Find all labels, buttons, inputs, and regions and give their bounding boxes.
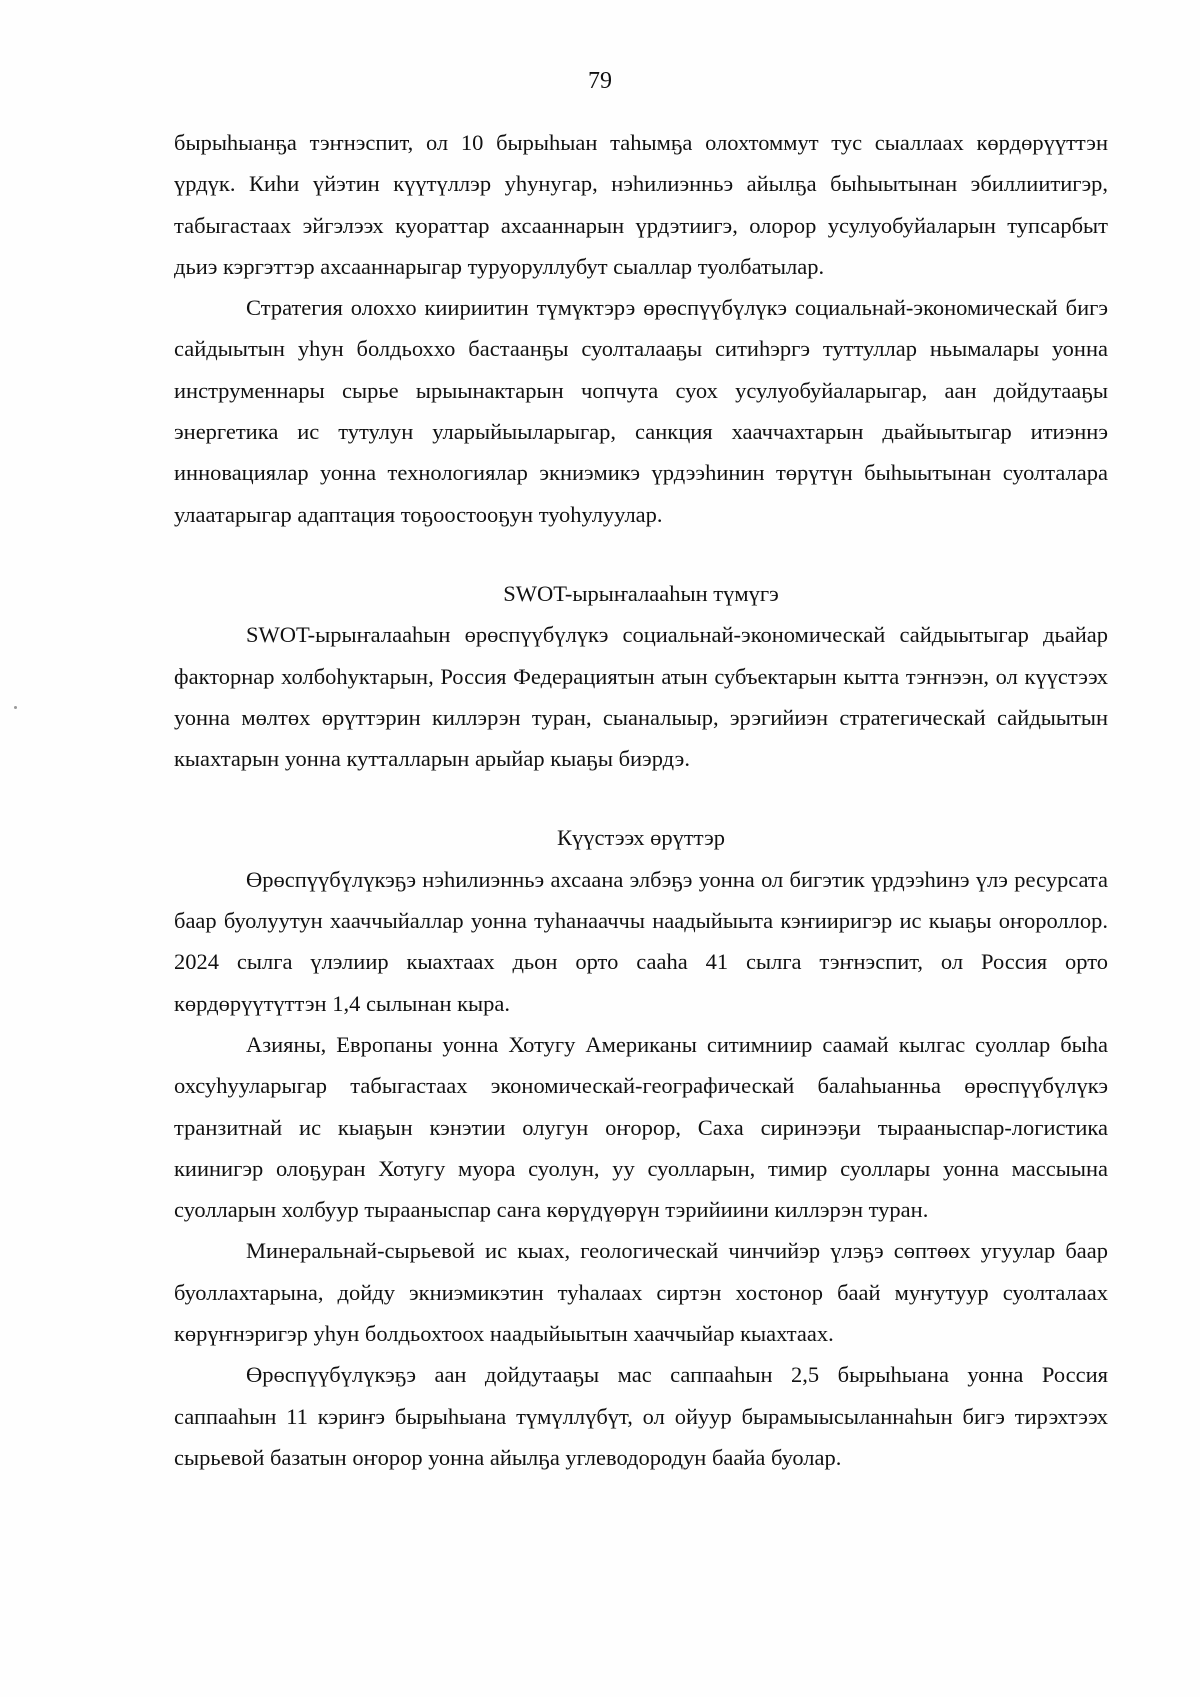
heading-swot: SWOT-ырыҥалааһын түмүгэ bbox=[503, 580, 779, 606]
paragraph-continued: бырыһыанҕа тэҥнэспит, ол 10 бырыһыан таһымҕа олохтоммут тус сыаллаах көрдөрүүттэн үрдүк. Киһи үйэтин күүтүллэр уһунугар, нэһилиэнньэ айылҕа быhыытынан эбиллиитигэр, табыгастаах эйгэлээх куораттар ахсааннарын үрдэтиигэ, олорор усулуобуйаларын тупсарбыт дьиэ кэргэттэр ахсааннарыгар туруоруллубут сыаллар туолбатылар. bbox=[174, 130, 1108, 279]
paragraph-swot: SWOT-ырыҥалааһын өрөспүүбүлүкэ социальнай-экономическай сайдыытыгар дьайар факторнар холбоһуктарын, Россия Федерациятын атын субъектарын кытта тэҥнээн, ол күүстээх уонна мөлтөх өрүттэрин киллэрэн туран, сыаналыыр, эрэгийиэн стратегическай сайдыытын кыахтарын уонна кутталларын арыйар кыаҕы биэрдэ. bbox=[174, 622, 1108, 772]
page-number: 79 bbox=[588, 68, 612, 94]
scan-mark bbox=[14, 706, 17, 709]
paragraph-strength-minerals: Минеральнай-сырьевой ис кыах, геологическай чинчийэр үлэҕэ сөптөөх угуулар баар буоллахтарына, дойду экниэмикэтин туһалаах сиртэн хостонор баай муҥутуур суолталаах көрүҥнэригэр уһун болдьохтоох наадыйыытын хааччыйар кыахтаах. bbox=[174, 1238, 1108, 1347]
paragraph-strategy: Стратегия олоххо киириитин түмүктэрэ өрөспүүбүлүкэ социальнай-экономическай бигэ сайдыытын уһун болдьоххо бастаанҕы суолталааҕы ситиһэргэ туттуллар ньымалары уонна инструменнары сырье ырыынактарын чопчута суох усулуобуйаларыгар, аан дойдутааҕы энергетика ис тутулун уларыйыыларыгар, санкция хааччахтарын дьайыытыгар итиэннэ инновациялар уонна технологиялар экниэмикэ үрдээһинин төрүтүн быhыытынан суолталара улаатарыгар адаптация тоҕоостооҕун туоһулуулар. bbox=[174, 295, 1108, 527]
paragraph-strength-forest: Өрөспүүбүлүкэҕэ аан дойдутааҕы мас саппааһын 2,5 бырыһыана уонна Россия саппааһын 11 кэриҥэ бырыһыана түмүллүбүт, ол ойуур бырамыысыланнаһын бигэ тирэхтээх сырьевой базатын оҥорор уонна айылҕа углеводородун баайа буолар. bbox=[174, 1362, 1108, 1470]
paragraph-strength-labor: Өрөспүүбүлүкэҕэ нэһилиэнньэ ахсаана элбэҕэ уонна ол бигэтик үрдээһинэ үлэ ресурсата баар буолуутун хааччыйаллар уонна туһанааччы наадыйыыта кэҥииригэр ис кыаҕы оҥороллор. 2024 сылга үлэлиир кыахтаах дьон орто сааһа 41 сылга тэҥнэспит, ол Россия орто көрдөрүүтүттэн 1,4 сылынан кыра. bbox=[174, 866, 1108, 1016]
page-body bbox=[174, 122, 1108, 1478]
heading-strengths: Күүстээх өрүттэр bbox=[556, 825, 726, 851]
paragraph-strength-transit: Азияны, Европаны уонна Хотугу Американы ситимниир саамай кылгас суоллар быhа охсуһууларыгар табыгастаах экономическай-географическай балаһыанньа өрөспүүбүлүкэ транзитнай ис кыаҕын кэнэтии олугун оҥорор, Саха сиринээҕи тырааныспар-логистика киинигэр олоҕуран Хотугу муора суолун, уу суолларын, тимир суоллары уонна массыына суолларын холбуур тырааныспар саҥа көрүдүөрүн тэрийиини киллэрэн туран. bbox=[174, 1031, 1108, 1223]
